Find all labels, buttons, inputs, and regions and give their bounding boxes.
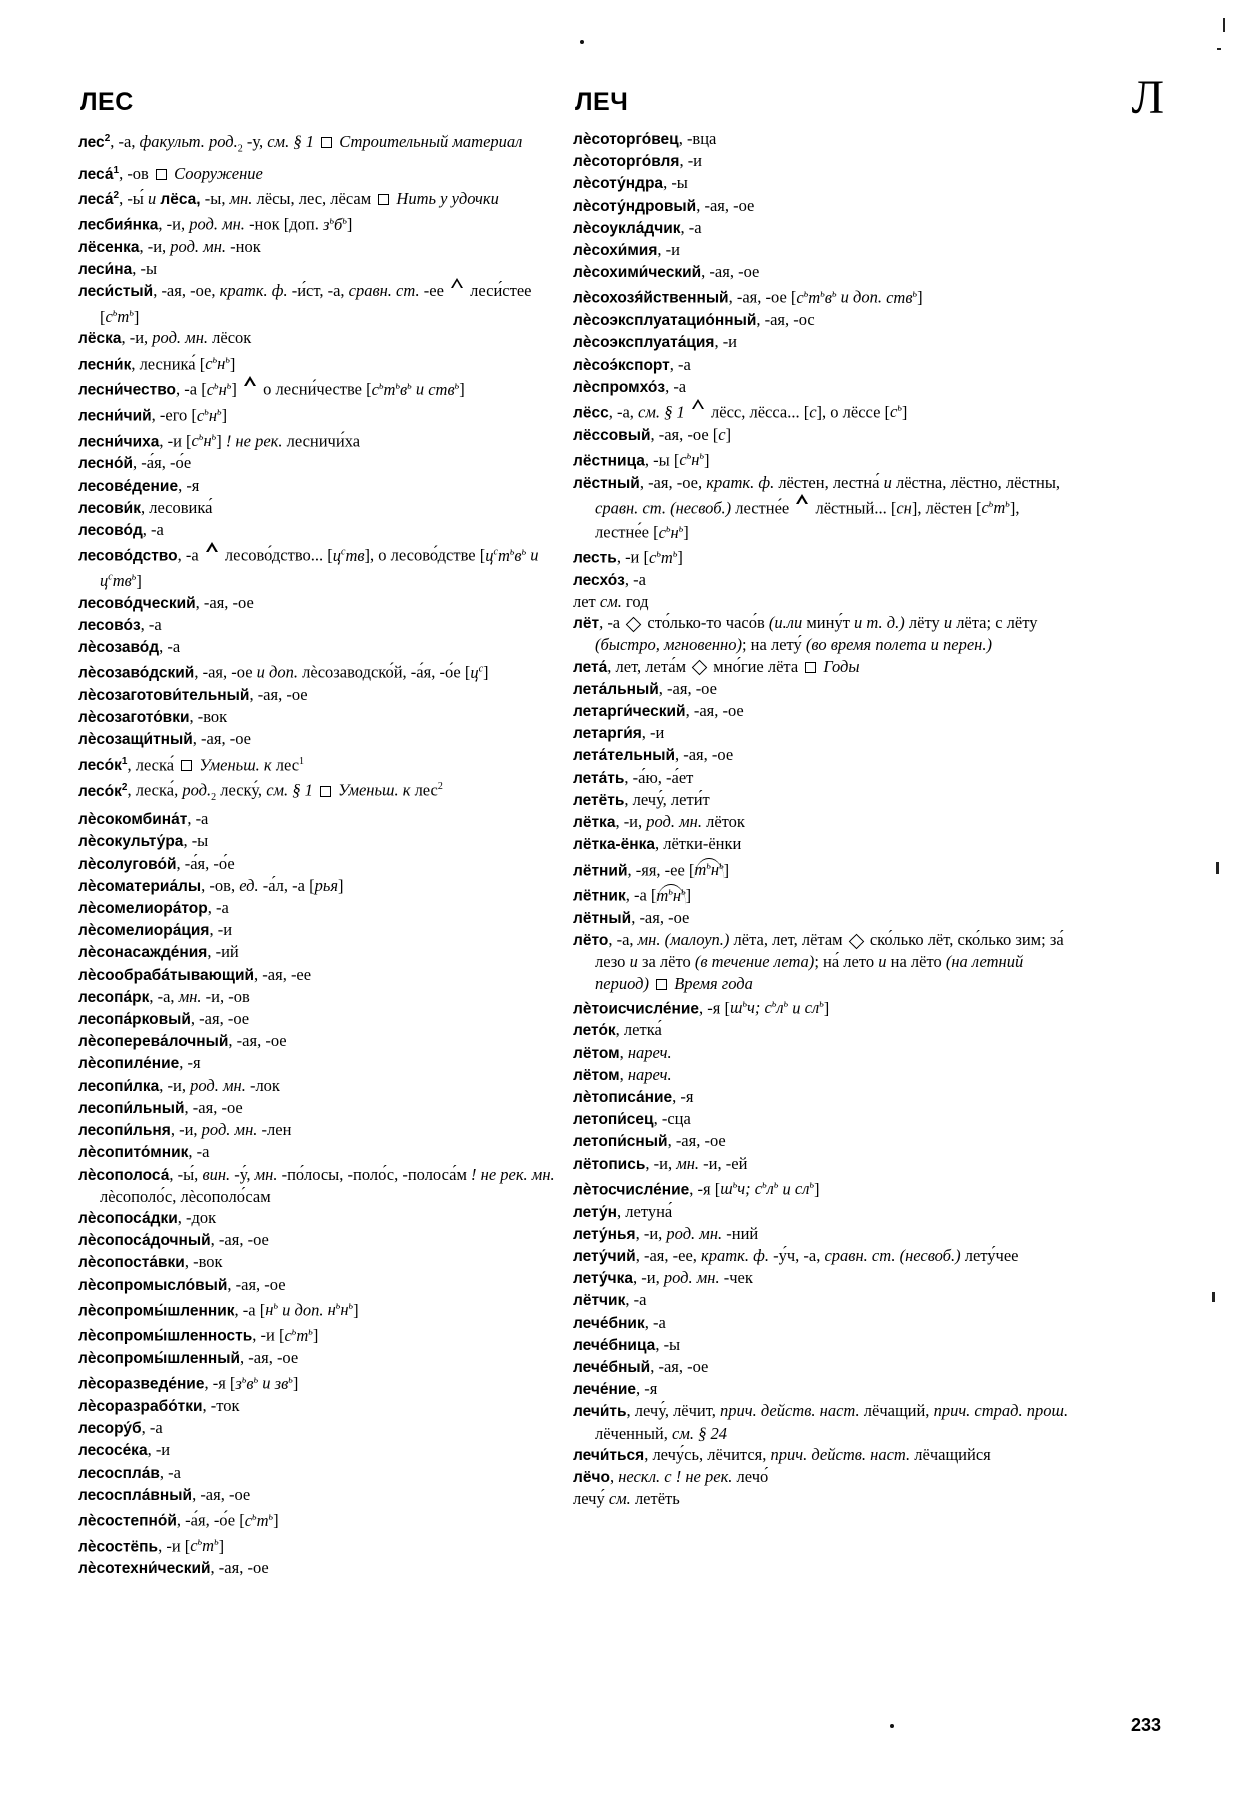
dictionary-entry: лесопи́лка, -и, род. мн. -лок — [78, 1075, 280, 1095]
print-mark-right-mid — [1216, 862, 1219, 874]
entry-headword: лета́ть — [573, 769, 625, 787]
dictionary-entry: лесни́чий, -его $[с^ьн^ь]$ — [78, 405, 228, 425]
entry-headword: лета́льный — [573, 680, 659, 698]
entry-headword: лесови́к — [78, 499, 141, 517]
dictionary-entry: лета́ть, -а́ю, -а́ет — [573, 767, 694, 787]
dictionary-entry: лече́ние, -я — [573, 1379, 658, 1399]
entry-headword: лѐсоматериа́лы — [78, 877, 202, 895]
dictionary-entry: лет см. год — [573, 592, 649, 612]
column-left — [78, 128, 558, 1580]
entry-headword: лета́тельный — [573, 747, 675, 765]
dictionary-entry: леси́стый, -ая, -ое, кратк. ф. -и́ст, -а, сравн. ст. -ее леси́стее $[с^ьт^ь]$ — [78, 281, 532, 327]
dictionary-entry: лечу́ см. летёть — [573, 1489, 680, 1509]
dictionary-entry: лето́к, летка́ — [573, 1020, 662, 1040]
dictionary-entry: лёсс, -а, см. § 1 лёсс, лёсса... [с], о лёссе $[с^ь]$ — [573, 402, 908, 422]
dictionary-entry: лече́бница, -ы — [573, 1334, 681, 1354]
entry-headword: лѐсоразведе́ние — [78, 1375, 205, 1393]
dictionary-entry: лѐсоразрабо́тки, -ток — [78, 1396, 240, 1416]
dictionary-entry: лѐсопромы́шленный, -ая, -ое — [78, 1348, 299, 1368]
print-mark-right-lower — [1212, 1292, 1215, 1302]
dictionary-entry: лѐсозаготови́тельный, -ая, -ое — [78, 684, 308, 704]
entry-headword: лѐсополоса́ — [78, 1166, 170, 1184]
print-mark-bottom — [890, 1724, 894, 1728]
dictionary-entry: лета́льный, -ая, -ое — [573, 678, 717, 698]
entry-headword: лѐсоукла́дчик — [573, 219, 681, 237]
dictionary-entry: лес$^2$, -а, факульт. $род._2$ -у, см. § 1 Строительный материал — [78, 132, 523, 155]
dictionary-entry: лётный, -ая, -ое — [573, 907, 690, 927]
entry-headword: лёчо — [573, 1468, 610, 1486]
entry-headword: лёстница — [573, 452, 645, 470]
entry-headword: лесоспла́вный — [78, 1486, 193, 1504]
entry-headword: лету́чий — [573, 1247, 636, 1265]
dictionary-entry: лесбия́нка, -и, род. мн. -нок [доп. $з^ьб^ь$] — [78, 214, 353, 234]
entry-headword: леса́$^1$ — [78, 164, 120, 183]
dictionary-entry: лѐсоэксплуата́ция, -и — [573, 332, 738, 352]
entry-headword: лѐсоту́ндровый — [573, 197, 697, 215]
entry-headword: лѐсонасажде́ния — [78, 944, 208, 962]
dictionary-entry: лѐсозащи́тный, -ая, -ое — [78, 729, 251, 749]
dictionary-entry: лѐсоразведе́ние, -я [$з^ьв^ь$ и $зв^ь$] — [78, 1373, 299, 1393]
entry-headword: лес$^2$ — [78, 133, 111, 152]
entry-headword: лесопи́лка — [78, 1077, 160, 1095]
dictionary-entry: лёто, -а, мн. (малоуп.) лёта, лет, лётам ско́лько лёт, ско́лько зим; за́ лезо и за лёто (в течение лета); на́ лето и на лёто (на летний период) Время года — [573, 930, 1064, 993]
entry-headword: леси́на — [78, 261, 133, 279]
entry-headword: лесопа́рковый — [78, 1011, 191, 1029]
entry-headword: лѐсопоста́вки — [78, 1254, 185, 1272]
dictionary-entry: лѐсоэксплуатацио́нный, -ая, -ос — [573, 310, 815, 330]
dictionary-entry: лѐсомелиора́тор, -а — [78, 898, 229, 918]
running-head — [0, 71, 1239, 128]
entry-headword: лесопи́льня — [78, 1122, 171, 1140]
entry-headword: лесбия́нка — [78, 216, 159, 234]
entry-headword: лѐсоразрабо́тки — [78, 1398, 203, 1416]
entry-headword: лесни́чиха — [78, 433, 160, 451]
entry-headword: лѐсопромы́шленник — [78, 1302, 235, 1320]
entry-headword: лёска — [78, 330, 122, 348]
entry-headword: лёсенка — [78, 239, 140, 257]
entry-headword: лѐсомелиора́тор — [78, 900, 208, 918]
dictionary-entry: лесопа́рковый, -ая, -ое — [78, 1009, 250, 1029]
dictionary-entry: лесово́з, -а — [78, 614, 162, 634]
dictionary-entry: лѐсопоста́вки, -вок — [78, 1252, 223, 1272]
entry-headword: лесово́дческий — [78, 594, 196, 612]
entry-headword: лёт — [573, 615, 600, 633]
entry-headword: лётный — [573, 909, 632, 927]
entry-headword: лѐсообраба́тывающий — [78, 966, 255, 984]
dictionary-entry: лесови́к, лесовика́ — [78, 497, 213, 517]
dictionary-entry: лѐсоту́ндровый, -ая, -ое — [573, 195, 755, 215]
dictionary-entry: лесопи́льня, -и, род. мн. -лен — [78, 1120, 292, 1140]
entry-headword: лёстный — [573, 474, 640, 492]
entry-headword: $лесо́к^1$ — [78, 755, 128, 775]
entry-headword: лесосе́ка — [78, 1442, 148, 1460]
dictionary-entry: лёссовый, -ая, -ое [с] — [573, 424, 732, 444]
entry-headword: лету́н — [573, 1203, 618, 1221]
entry-headword: летопи́сный — [573, 1133, 668, 1151]
entry-headword: лесоспла́в — [78, 1464, 160, 1482]
entry-headword: лёсс — [573, 404, 609, 422]
entry-headword: лѐсопромы́шленный — [78, 1350, 241, 1368]
dictionary-entry: $лесо́к^2$, леска́, $род._2$ леску́, см. § 1 Уменьш. к лес$^2$ — [78, 780, 443, 804]
dictionary-entry: лѐсонасажде́ния, -ий — [78, 942, 239, 962]
dictionary-entry: лесосе́ка, -и — [78, 1440, 171, 1460]
entry-headword: лѐсоэксплуатацио́нный — [573, 312, 757, 330]
dictionary-entry: лёт, -а сто́лько-то часо́в (и.ли мину́т и т. д.) лёту и лёта; с лёту (быстро, мгновенно); на лету́ (во время полета и перен.) — [573, 613, 1038, 655]
entry-headword: лётка-ёнка — [573, 836, 655, 854]
entry-headword: лѐсопромы́шленность — [78, 1327, 253, 1345]
entry-headword: лѐсозаготови́тельный — [78, 686, 250, 704]
entry-headword: лѐсопоса́дки — [78, 1209, 178, 1227]
dictionary-entry: лесхо́з, -а — [573, 569, 646, 589]
dictionary-entry: лета́, лет, лета́м мно́гие лёта Годы — [573, 656, 860, 676]
dictionary-entry: лётка, -и, род. мн. лёток — [573, 812, 745, 832]
entry-headword: $лесо́к^2$ — [78, 781, 128, 800]
dictionary-entry: лету́чка, -и, род. мн. -чек — [573, 1268, 753, 1288]
entry-headword: лѐтоисчисле́ние — [573, 1000, 699, 1018]
dictionary-entry: лѐсопито́мник, -а — [78, 1142, 210, 1162]
entry-headword: лѐсомелиора́ция — [78, 922, 210, 940]
dictionary-entry: лѐсопоса́дочный, -ая, -ое — [78, 1230, 269, 1250]
entry-headword: лету́нья — [573, 1225, 636, 1243]
entry-headword: леси́стый — [78, 283, 154, 301]
entry-headword: лесово́д — [78, 522, 143, 540]
dictionary-entry: лѐтописа́ние, -я — [573, 1087, 694, 1107]
dictionary-entry: лету́чий, -ая, -ее, кратк. ф. -у́ч, -а, сравн. ст. (несвоб.) лету́чее — [573, 1245, 1019, 1265]
dictionary-entry: лѐсокульту́ра, -ы — [78, 831, 209, 851]
dictionary-entry: лётопись, -и, мн. -и, -ей — [573, 1153, 748, 1173]
entry-headword: лече́ние — [573, 1381, 637, 1399]
entry-headword: лету́чка — [573, 1270, 634, 1288]
entry-headword: лесни́чий — [78, 407, 152, 425]
dictionary-entry: лётний, -яя, -ее $[т^ьн^ь]$ — [573, 860, 730, 879]
entry-headword: лѐтописа́ние — [573, 1089, 673, 1107]
dictionary-entry: леси́на, -ы — [78, 259, 158, 279]
entry-headword: лесово́дство — [78, 547, 178, 565]
entry-headword: лето́к — [573, 1022, 616, 1040]
dictionary-entry: лѐсоту́ндра, -ы — [573, 173, 688, 193]
page-number: 233 — [1130, 1715, 1161, 1735]
dictionary-entry: леса́$^1$, -ов Сооружение — [78, 163, 263, 183]
dictionary-entry: летёть, лечу́, лети́т — [573, 789, 710, 809]
dictionary-entry: лѐсостепно́й, -а́я, -о́е $[с^ьт^ь]$ — [78, 1510, 279, 1530]
entry-headword: лечи́ться — [573, 1446, 645, 1464]
entry-headword: лесору́б — [78, 1420, 142, 1438]
entry-headword: летарги́ческий — [573, 703, 686, 721]
entry-headword: лесово́з — [78, 616, 141, 634]
entry-headword: лётний — [573, 862, 628, 879]
entry-headword: лѐсохи́мия — [573, 242, 658, 260]
entry-headword: лѐсоторго́вец — [573, 131, 679, 148]
dictionary-entry: лѐтоисчисле́ние, -я [$ш^ьч$; $с^ьл^ь$ и $сл^ь$] — [573, 998, 830, 1018]
dictionary-entry: лесть, -и $[с^ьт^ь]$ — [573, 547, 683, 567]
entry-headword: лётчик — [573, 1292, 626, 1310]
dictionary-entry: лѐсопромы́шленник, -а [$н^ь$ и доп. $н^ьн^ь$] — [78, 1300, 359, 1320]
entry-headword: лесхо́з — [573, 571, 625, 589]
entry-headword: летопи́сец — [573, 1111, 654, 1129]
entry-headword: лѐсозаво́д — [78, 639, 160, 657]
dictionary-entry: лесопа́рк, -а, мн. -и, -ов — [78, 986, 250, 1006]
dictionary-entry: лѐсохи́мия, -и — [573, 240, 680, 260]
dictionary-entry: лѐсопиле́ние, -я — [78, 1053, 201, 1073]
entry-headword: лѐсоторго́вля — [573, 153, 680, 171]
dictionary-entry: лече́бный, -ая, -ое — [573, 1356, 709, 1376]
dictionary-entry: лечи́ться, лечу́сь, лёчится, прич. действ. наст. лёчащийся — [573, 1444, 991, 1464]
dictionary-entry: $лесо́к^1$, леска́ Уменьш. к лес$^1$ — [78, 755, 305, 775]
entry-headword: лѐспромхо́з — [573, 378, 666, 396]
entry-headword: лётом — [573, 1066, 620, 1084]
entry-headword: лѐсопромысло́вый — [78, 1276, 228, 1294]
entry-headword: лѐсохозя́йственный — [573, 289, 729, 307]
entry-headword: лѐсокомбина́т — [78, 811, 188, 829]
entry-headword: лѐсоэ́кспорт — [573, 356, 670, 374]
dictionary-entry: лѐсохими́ческий, -ая, -ое — [573, 262, 760, 282]
print-mark-top — [580, 40, 584, 44]
entry-headword: лѐсостепно́й — [78, 1512, 177, 1530]
dictionary-entry: летарги́ческий, -ая, -ое — [573, 701, 744, 721]
dictionary-entry: лету́н, летуна́ — [573, 1201, 673, 1221]
running-head-left: ЛЕС — [80, 88, 134, 116]
dictionary-entry: летарги́я, -и — [573, 723, 665, 743]
entry-headword: лесни́к — [78, 356, 132, 374]
dictionary-entry: лётчик, -а — [573, 1290, 647, 1310]
dictionary-entry: лесово́дство, -а лесово́дство... $[ц^ств]$, о лесово́дстве [$ц^ст^ьв^ь$ и $ц^ств^ь$] — [78, 545, 539, 591]
entry-headword: лётопись — [573, 1155, 646, 1173]
entry-headword: лѐсоперева́лочный — [78, 1033, 229, 1051]
dictionary-entry: лѐсотехни́ческий, -ая, -ое — [78, 1558, 269, 1578]
dictionary-entry: лету́нья, -и, род. мн. -ний — [573, 1223, 759, 1243]
entry-headword: лѐсолугово́й — [78, 855, 177, 873]
entry-headword: лета́ — [573, 658, 608, 676]
dictionary-entry: лѐсохозя́йственный, -ая, -ое [$с^ьт^ьв^ь$ и доп. ств$^ь$] — [573, 287, 923, 307]
entry-headword: лесни́чество — [78, 381, 176, 399]
dictionary-entry: лѐсоперева́лочный, -ая, -ое — [78, 1031, 287, 1051]
running-head-middle: ЛЕЧ — [575, 88, 629, 116]
entry-headword: лёто — [573, 932, 609, 950]
dictionary-entry: лѐсополоса́, -ы́, вин. -у́, мн. -по́лосы, -поло́с, -полоса́м ! не рек. мн. лѐсополо́с, лѐсополо́сам — [78, 1164, 555, 1206]
dictionary-entry: лечи́ть, лечу́, лёчит, прич. действ. наст. лёчащий, прич. страд. прош. лёченный, см. § 24 — [573, 1401, 1069, 1443]
dictionary-entry: лѐспромхо́з, -а — [573, 376, 687, 396]
dictionary-entry: лѐсопромысло́вый, -ая, -ое — [78, 1274, 286, 1294]
entry-headword: лѐтосчисле́ние — [573, 1181, 690, 1199]
entry-headword: лѐсоэксплуата́ция — [573, 334, 715, 352]
entry-headword: лѐсохими́ческий — [573, 264, 702, 282]
dictionary-entry: лѐсомелиора́ция, -и — [78, 920, 233, 940]
dictionary-entry: лѐсостёпь, -и $[с^ьт^ь]$ — [78, 1536, 225, 1556]
dictionary-entry: лесно́й, -а́я, -о́е — [78, 453, 192, 473]
dictionary-entry: лѐсоэ́кспорт, -а — [573, 354, 691, 374]
entry-headword: лесно́й — [78, 455, 134, 473]
dictionary-entry: лесоспла́вный, -ая, -ое — [78, 1484, 251, 1504]
dictionary-entry: лесору́б, -а — [78, 1418, 163, 1438]
dictionary-entry: лѐсоторго́вля, -и — [573, 151, 703, 171]
dictionary-entry: лѐсопромы́шленность, -и $[с^ьт^ь]$ — [78, 1325, 319, 1345]
dictionary-entry: лѐсоматериа́лы, -ов, ед. -а́л, -а [рья] — [78, 875, 344, 895]
dictionary-entry: лѐсолугово́й, -а́я, -о́е — [78, 853, 235, 873]
dictionary-entry: лёстница, -ы $[с^ьн^ь]$ — [573, 450, 710, 470]
dictionary-entry: лесове́дение, -я — [78, 475, 200, 495]
entry-headword: лесове́дение — [78, 477, 179, 495]
print-mark-right-top — [1223, 18, 1225, 32]
entry-headword: лётка — [573, 814, 616, 832]
entry-headword: лѐсотехни́ческий — [78, 1560, 211, 1578]
dictionary-entry: лета́тельный, -ая, -ое — [573, 745, 734, 765]
entry-headword: лече́бный — [573, 1358, 651, 1376]
entry-headword: лече́бница — [573, 1336, 656, 1354]
running-head-letter: Л — [1131, 71, 1164, 124]
entry-headword: лѐсопоса́дочный — [78, 1232, 211, 1250]
dictionary-entry: лёстный, -ая, -ое, кратк. ф. лёстен, лестна́ и лёстна, лёстно, лёстны, сравн. ст. (несвоб.) лестне́е лёстный... [сн], лёстен $[с^ьт^ь]$, лестне́е $[с^ьн^ь]$ — [573, 472, 1061, 542]
dictionary-entry: лѐсозаво́дский, -ая, -ое и доп. лѐсозаводско́й, -а́я, -о́е $[ц^с]$ — [78, 662, 489, 682]
dictionary-entry: лѐсозагото́вки, -вок — [78, 707, 228, 727]
entry-headword: лѐсозащи́тный — [78, 731, 193, 749]
dictionary-entry: лѐсокомбина́т, -а — [78, 809, 209, 829]
entry-headword: лѐсоту́ндра — [573, 175, 664, 193]
entry-headword: лесть — [573, 549, 617, 567]
dictionary-entry: лёсенка, -и, род. мн. -нок — [78, 237, 261, 257]
dictionary-entry: лётка-ёнка, лётки-ёнки — [573, 834, 742, 854]
dictionary-entry: лесово́д, -а — [78, 520, 164, 540]
dictionary-entry: лесопи́льный, -ая, -ое — [78, 1097, 243, 1117]
dictionary-entry: лётом, нареч. — [573, 1064, 672, 1084]
entry-headword: лѐсопито́мник — [78, 1144, 189, 1162]
dictionary-entry: лѐсообраба́тывающий, -ая, -ее — [78, 964, 312, 984]
entry-headword: лёссовый — [573, 426, 651, 444]
dictionary-entry: лѐтосчисле́ние, -я [$ш^ьч$; $с^ьл^ь$ и $сл^ь$] — [573, 1179, 820, 1199]
dictionary-entry: лесни́чиха, -и $[с^ьн^ь]$ ! не рек. лесничи́ха — [78, 431, 361, 451]
entry-headword: леса́$^2$ — [78, 190, 120, 209]
entry-headword: лѐсостёпь — [78, 1538, 159, 1556]
dictionary-entry: лёчо, нескл. с ! не рек. лечо́ — [573, 1466, 769, 1486]
dictionary-entry: лѐсопоса́дки, -док — [78, 1207, 217, 1227]
dictionary-entry: лѐсозаво́д, -а — [78, 637, 181, 657]
entry-headword: летёть — [573, 791, 625, 809]
dictionary-entry: лесни́чество, -а $[с^ьн^ь]$ о лесни́честве [$с^ьт^ьв^ь$ и ств$^ь$] — [78, 379, 465, 399]
entry-headword: летарги́я — [573, 725, 642, 743]
entry-headword: лесопи́льный — [78, 1099, 185, 1117]
entry-headword: лѐсокульту́ра — [78, 833, 184, 851]
entry-headword: лѐсозагото́вки — [78, 709, 190, 727]
dictionary-entry: лѐсоукла́дчик, -а — [573, 217, 702, 237]
print-mark-right-upper — [1217, 48, 1221, 50]
dictionary-entry: лётом, нареч. — [573, 1042, 672, 1062]
dictionary-entry: лесни́к, лесника́ $[с^ьн^ь]$ — [78, 354, 236, 374]
dictionary-entry: лёска, -и, род. мн. лёсок — [78, 328, 252, 348]
entry-headword: лесопа́рк — [78, 988, 150, 1006]
entry-headword: лѐсозаво́дский — [78, 664, 195, 682]
dictionary-entry: лече́бник, -а — [573, 1312, 666, 1332]
dictionary-entry: лётник, -а $[т^ьн^ь]$ — [573, 885, 692, 905]
entry-headword: лече́бник — [573, 1314, 645, 1332]
dictionary-entry: летопи́сец, -сца — [573, 1109, 691, 1129]
entry-headword: лечи́ть — [573, 1403, 627, 1421]
dictionary-entry: лѐсоторго́вец, -вца — [573, 129, 717, 148]
entry-headword: лётом — [573, 1044, 620, 1062]
dictionary-entry: лесоспла́в, -а — [78, 1462, 181, 1482]
entry-headword: лѐсопиле́ние — [78, 1055, 180, 1073]
entry-headword: лётник — [573, 887, 626, 905]
dictionary-entry: летопи́сный, -ая, -ое — [573, 1131, 726, 1151]
dictionary-entry: лесово́дческий, -ая, -ое — [78, 592, 254, 612]
column-right — [573, 128, 1073, 1509]
dictionary-entry: леса́$^2$, -ы́ и лёса, -ы, мн. лёсы, лес, лёсам Нить у удочки — [78, 189, 499, 209]
